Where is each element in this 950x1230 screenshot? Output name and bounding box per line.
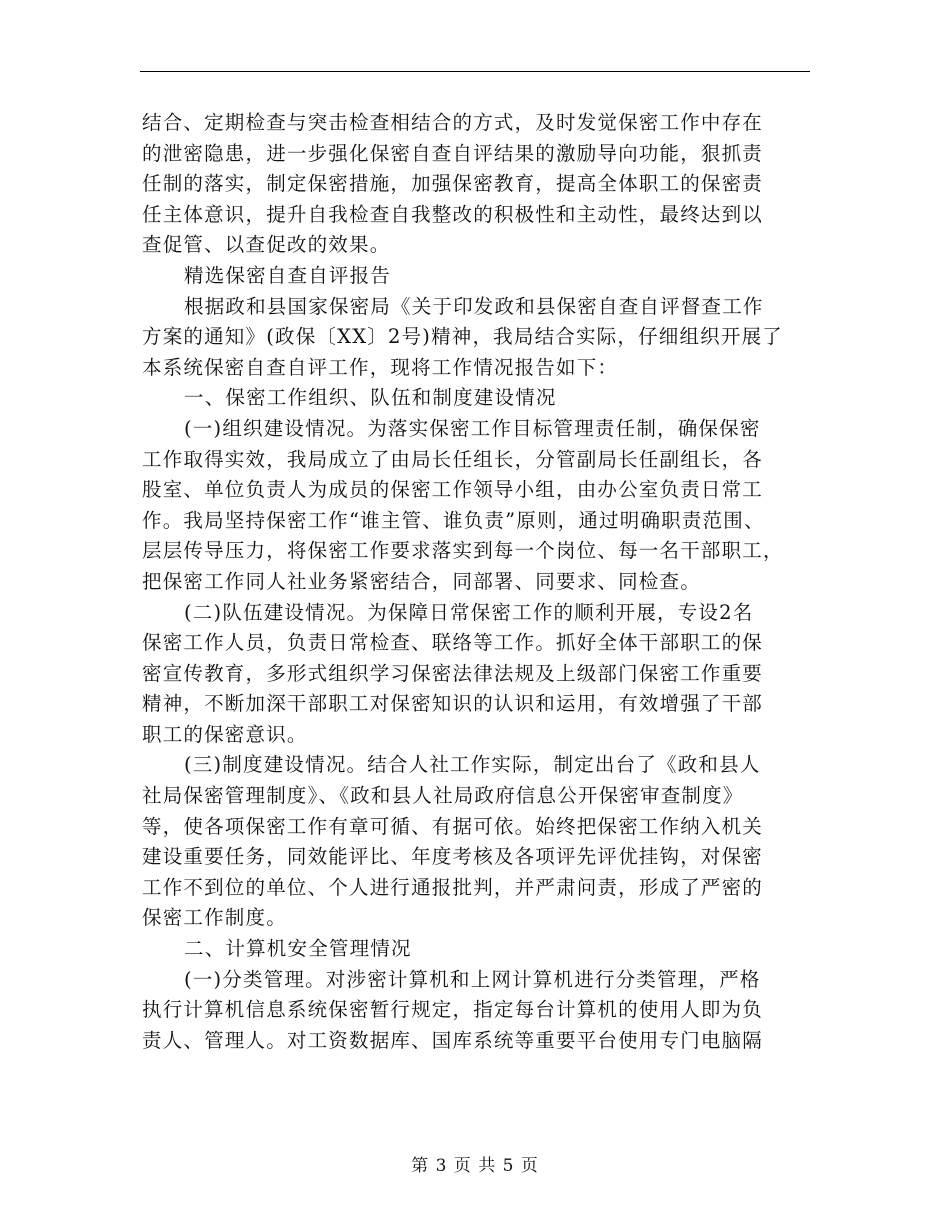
paragraph-line: 精选保密自查自评报告 <box>184 263 392 287</box>
paragraph-line: 社局保密管理制度》、《政和县人社局政府信息公开保密审查制度》 <box>142 784 744 808</box>
paragraph-line: (二)队伍建设情况。为保障日常保密工作的顺利开展，专设2名 <box>184 600 754 624</box>
paragraph-line: 层层传导压力，将保密工作要求落实到每一个岗位、每一名干部职工， <box>142 539 784 563</box>
paragraph-line: 本系统保密自查自评工作，现将工作情况报告如下： <box>142 355 619 379</box>
paragraph-line: 责人、管理人。对工资数据库、国库系统等重要平台使用专门电脑隔 <box>142 1028 764 1052</box>
paragraph-line: 保密工作人员，负责日常检查、联络等工作。抓好全体干部职工的保 <box>142 631 764 655</box>
paragraph-line: 工作取得实效，我局成立了由局长任组长，分管副局长任副组长，各 <box>142 447 764 471</box>
paragraph-line: 把保密工作同人社业务紧密结合，同部署、同要求、同检查。 <box>142 569 701 593</box>
paragraph-line: (一)分类管理。对涉密计算机和上网计算机进行分类管理，严格 <box>184 967 761 991</box>
paragraph-line: 根据政和县国家保密局《关于印发政和县保密自查自评督查工作 <box>184 294 764 318</box>
paragraph-line: 精神，不断加深干部职工对保密知识的认识和运用，有效增强了干部 <box>142 692 764 716</box>
paragraph-line: 任制的落实，制定保密措施，加强保密教育，提高全体职工的保密责 <box>142 172 764 196</box>
paragraph-line: (三)制度建设情况。结合人社工作实际，制定出台了《政和县人 <box>184 753 761 777</box>
paragraph-line: 方案的通知》(政保〔XX〕2号)精神，我局结合实际，仔细组织开展了 <box>142 325 783 349</box>
paragraph-line: 工作不到位的单位、个人进行通报批判，并严肃问责，形成了严密的 <box>142 875 764 899</box>
paragraph-line: (一)组织建设情况。为落实保密工作目标管理责任制，确保保密 <box>184 416 761 440</box>
paragraph-line: 一、保密工作组织、队伍和制度建设情况 <box>184 386 557 410</box>
paragraph-line: 职工的保密意识。 <box>142 722 308 746</box>
paragraph-line: 等，使各项保密工作有章可循、有据可依。始终把保密工作纳入机关 <box>142 814 764 838</box>
page-footer: 第 3 页 共 5 页 <box>411 1156 539 1176</box>
paragraph-line: 结合、定期检查与突击检查相结合的方式，及时发觉保密工作中存在 <box>142 111 764 134</box>
paragraph-line: 查促管、以查促改的效果。 <box>142 233 391 257</box>
paragraph-line: 作。我局坚持保密工作“谁主管、谁负责”原则，通过明确职责范围、 <box>142 508 765 532</box>
paragraph-line: 密宣传教育，多形式组织学习保密法律法规及上级部门保密工作重要 <box>142 661 764 685</box>
document-body <box>142 108 812 1056</box>
paragraph-line: 建设重要任务，同效能评比、年度考核及各项评先评优挂钩，对保密 <box>142 845 764 869</box>
header-rule <box>140 71 810 72</box>
paragraph-line: 保密工作制度。 <box>142 906 287 930</box>
paragraph-line: 的泄密隐患，进一步强化保密自查自评结果的激励导向功能，狠抓责 <box>142 141 764 165</box>
paragraph-line: 二、计算机安全管理情况 <box>184 937 412 961</box>
paragraph-line: 任主体意识，提升自我检查自我整改的积极性和主动性，最终达到以 <box>142 202 764 226</box>
paragraph-line: 执行计算机信息系统保密暂行规定，指定每台计算机的使用人即为负 <box>142 998 764 1022</box>
paragraph-line: 股室、单位负责人为成员的保密工作领导小组，由办公室负责日常工 <box>142 478 764 502</box>
